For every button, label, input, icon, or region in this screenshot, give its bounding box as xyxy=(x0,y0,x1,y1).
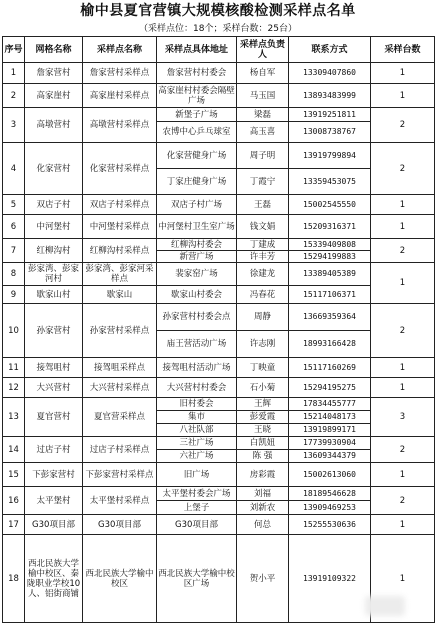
row-address: 高家崖村村委会隔壁广场 xyxy=(158,85,235,106)
row-count: 1 xyxy=(371,195,435,215)
row-address: 西北民族大学榆中校区广场 xyxy=(157,535,237,623)
row-count: 1 xyxy=(371,84,435,108)
row-phone: 15117160269 xyxy=(289,358,371,378)
row-index: 2 xyxy=(3,84,25,108)
row-phone: 18993166428 xyxy=(289,331,371,358)
table-row xyxy=(3,437,435,450)
row-address: 农博中心乒乓球室 xyxy=(157,122,237,143)
table-row xyxy=(3,84,435,108)
row-index: 15 xyxy=(3,463,25,487)
row-count: 1 xyxy=(371,263,435,304)
table-row xyxy=(3,398,435,411)
table-row xyxy=(3,515,435,535)
row-address: 庙王营活动广场 xyxy=(157,331,237,358)
table-row xyxy=(3,378,435,398)
row-index: 16 xyxy=(3,487,25,515)
row-person: 徐建龙 xyxy=(237,263,289,286)
row-person: 石小菊 xyxy=(237,378,289,398)
row-index: 18 xyxy=(3,535,25,623)
page-subtitle: （采样点位：18个；采样台数：25台） xyxy=(139,24,297,34)
row-index: 17 xyxy=(3,515,25,535)
table-row xyxy=(3,63,435,84)
row-person: 刘福 xyxy=(237,487,289,501)
row-site: 接驾咀采样点 xyxy=(83,358,157,378)
row-person: 贺小平 xyxy=(237,535,289,623)
row-index: 9 xyxy=(3,286,25,304)
row-address: 太平堡村委会广场 xyxy=(157,487,237,501)
row-site: 彭家湾、彭家河采样点 xyxy=(83,263,157,286)
row-count: 3 xyxy=(371,398,435,437)
header-row xyxy=(3,37,435,63)
table-row xyxy=(3,358,435,378)
header-site: 采样点名称 xyxy=(83,37,157,63)
row-phone: 13919251811 xyxy=(289,108,371,122)
header-index: 序号 xyxy=(3,37,25,63)
row-site: 下彭家营村采样点 xyxy=(83,463,157,487)
row-phone: 13669359364 xyxy=(289,304,371,331)
row-village: 红柳沟村 xyxy=(25,239,83,263)
row-address: 新堡子广场 xyxy=(157,108,237,122)
row-village: 中河堡村 xyxy=(25,215,83,239)
row-village: 过店子村 xyxy=(25,437,83,463)
row-phone: 13008738767 xyxy=(289,122,371,143)
row-index: 11 xyxy=(3,358,25,378)
row-phone: 13919799894 xyxy=(289,143,371,169)
table-row xyxy=(3,215,435,239)
row-village: 太平堡村 xyxy=(25,487,83,515)
row-phone: 13359453075 xyxy=(289,169,371,195)
row-address: 裴家窑广场 xyxy=(157,263,237,286)
row-village: 下彭家营村 xyxy=(25,463,83,487)
row-index: 13 xyxy=(3,398,25,437)
row-index: 6 xyxy=(3,215,25,239)
table-row xyxy=(3,263,435,286)
row-phone: 15002613060 xyxy=(289,463,371,487)
row-site: 大兴营村采样点 xyxy=(83,378,157,398)
row-site: 过店子村采样点 xyxy=(83,437,157,463)
header-person: 采样点负责人 xyxy=(237,37,289,63)
row-index: 12 xyxy=(3,378,25,398)
row-person: 杨自军 xyxy=(237,63,289,84)
row-phone: 15294195275 xyxy=(289,378,371,398)
row-person: 高玉喜 xyxy=(237,122,289,143)
row-phone: 13919109322 xyxy=(289,535,371,623)
row-village: G30项目部 xyxy=(25,515,83,535)
row-count: 1 xyxy=(371,215,435,239)
row-village: 接驾咀村 xyxy=(25,358,83,378)
row-village: 大兴营村 xyxy=(25,378,83,398)
row-person: 许丰芳 xyxy=(237,251,289,263)
row-address: 歇家山村委会 xyxy=(157,286,237,304)
row-person: 丁霞宁 xyxy=(237,169,289,195)
row-phone: 17834455777 xyxy=(289,398,371,411)
row-site: 化家营村采样点 xyxy=(83,143,157,195)
row-address: 上堡子 xyxy=(157,501,237,515)
row-address: 八社队部 xyxy=(157,424,237,437)
row-address: 大兴营村村委会 xyxy=(157,378,237,398)
row-index: 4 xyxy=(3,143,25,195)
row-person: 刘新农 xyxy=(237,501,289,515)
row-address: 旧村委会 xyxy=(157,398,237,411)
row-count: 1 xyxy=(371,378,435,398)
row-address: 中河堡村卫生室广场 xyxy=(157,215,237,239)
row-address: 三社广场 xyxy=(157,437,237,450)
row-village: 詹家营村 xyxy=(25,63,83,84)
row-village: 双店子村 xyxy=(25,195,83,215)
row-phone: 15214048173 xyxy=(289,411,371,424)
row-person: 许志刚 xyxy=(237,331,289,358)
table-row xyxy=(3,463,435,487)
row-phone: 15294199883 xyxy=(289,251,371,263)
row-village: 化家营村 xyxy=(25,143,83,195)
row-site: 詹家营村采样点 xyxy=(83,63,157,84)
row-phone: 13389405389 xyxy=(289,263,371,286)
row-count: 2 xyxy=(371,239,435,263)
row-site: G30项目部 xyxy=(83,515,157,535)
row-person: 何总 xyxy=(237,515,289,535)
row-village: 高家崖村 xyxy=(25,84,83,108)
row-count: 1 xyxy=(371,63,435,84)
row-site: 高家崖村采样点 xyxy=(83,84,157,108)
table-row xyxy=(3,304,435,331)
row-person: 房彩霞 xyxy=(237,463,289,487)
row-address: 双店子村广场 xyxy=(157,195,237,215)
row-index: 7 xyxy=(3,239,25,263)
row-index: 14 xyxy=(3,437,25,463)
header-phone: 联系方式 xyxy=(289,37,371,63)
row-index: 10 xyxy=(3,304,25,358)
row-person: 王辉 xyxy=(237,398,289,411)
row-person: 丁建成 xyxy=(237,239,289,251)
table-row xyxy=(3,108,435,122)
row-village: 歇家山村 xyxy=(25,286,83,304)
row-phone: 15002545550 xyxy=(289,195,371,215)
header-village: 网格名称 xyxy=(25,37,83,63)
row-person: 梁磊 xyxy=(237,108,289,122)
row-index: 5 xyxy=(3,195,25,215)
row-phone: 15339409808 xyxy=(289,239,371,251)
table-row xyxy=(3,143,435,169)
table-row xyxy=(3,286,435,304)
row-phone: 13609344379 xyxy=(289,450,371,463)
row-site: 双店子村采样点 xyxy=(83,195,157,215)
row-site: 夏官营采样点 xyxy=(83,398,157,437)
row-count: 2 xyxy=(371,143,435,195)
row-village: 西北民族大学榆中校区、秦陇职业学校10人、铝街商铺 xyxy=(25,535,83,623)
row-site: 红柳沟村采样点 xyxy=(83,239,157,263)
row-person: 马玉国 xyxy=(237,84,289,108)
row-site: 西北民族大学榆中校区 xyxy=(83,535,157,623)
row-phone: 13309407860 xyxy=(289,63,371,84)
row-site: 太平堡村采样点 xyxy=(83,487,157,515)
row-address: 化家营健身广场 xyxy=(157,143,237,169)
row-index: 8 xyxy=(3,263,25,286)
table-row xyxy=(3,195,435,215)
row-phone: 15255530636 xyxy=(289,515,371,535)
row-phone: 17739930904 xyxy=(289,437,371,450)
row-phone: 18189546628 xyxy=(289,487,371,501)
row-address: 詹家营村村委会 xyxy=(157,63,237,84)
row-address: 丁家庄健身广场 xyxy=(157,169,237,195)
row-count: 2 xyxy=(371,108,435,143)
row-person: 陈 强 xyxy=(237,450,289,463)
row-person: 王晓 xyxy=(237,424,289,437)
row-index: 3 xyxy=(3,108,25,143)
row-person: 丁映童 xyxy=(237,358,289,378)
row-address: 新营广场 xyxy=(157,251,237,263)
row-site: 高墩营村采样点 xyxy=(83,108,157,143)
row-address: 孙家营村村委会点 xyxy=(157,304,237,331)
row-village: 高墩营村 xyxy=(25,108,83,143)
row-address: 六社广场 xyxy=(157,450,237,463)
row-site: 中河堡村采样点 xyxy=(83,215,157,239)
row-phone: 15117106371 xyxy=(289,286,371,304)
row-person: 白凯妞 xyxy=(237,437,289,450)
row-address: 旧广场 xyxy=(157,463,237,487)
header-count: 采样台数 xyxy=(371,37,435,63)
row-address: G30项目部 xyxy=(157,515,237,535)
table-row xyxy=(3,487,435,501)
row-count: 1 xyxy=(371,515,435,535)
row-person: 周静 xyxy=(237,304,289,331)
row-phone: 13909469253 xyxy=(289,501,371,515)
row-index: 1 xyxy=(3,63,25,84)
row-site: 孙家营村采样点 xyxy=(83,304,157,358)
page-title: 榆中县夏官营镇大规模核酸检测采样点名单 xyxy=(80,3,356,19)
row-count: 1 xyxy=(371,358,435,378)
row-count: 2 xyxy=(371,437,435,463)
header-address: 采样点具体地址 xyxy=(157,37,237,63)
row-phone: 13893483999 xyxy=(289,84,371,108)
blurred-watermark xyxy=(365,596,405,616)
row-site: 歇家山 xyxy=(83,286,157,304)
sampling-sites-table xyxy=(2,36,435,623)
row-person: 钱文娟 xyxy=(237,215,289,239)
row-village: 孙家营村 xyxy=(25,304,83,358)
row-address: 集市 xyxy=(157,411,237,424)
row-address: 接驾咀村活动广场 xyxy=(157,358,237,378)
row-person: 冯春花 xyxy=(237,286,289,304)
row-count: 2 xyxy=(371,487,435,515)
row-phone: 15209316371 xyxy=(289,215,371,239)
row-village: 彭家湾、彭家河村 xyxy=(25,263,83,286)
row-village: 夏官营村 xyxy=(25,398,83,437)
row-count: 2 xyxy=(371,304,435,358)
row-phone: 13919899171 xyxy=(289,424,371,437)
row-person: 王磊 xyxy=(237,195,289,215)
row-person: 周子明 xyxy=(237,143,289,169)
row-count: 1 xyxy=(371,535,435,623)
row-person: 彭爱霞 xyxy=(237,411,289,424)
table-row xyxy=(3,239,435,251)
row-count: 1 xyxy=(371,463,435,487)
row-address: 红柳沟村委会 xyxy=(157,239,237,251)
